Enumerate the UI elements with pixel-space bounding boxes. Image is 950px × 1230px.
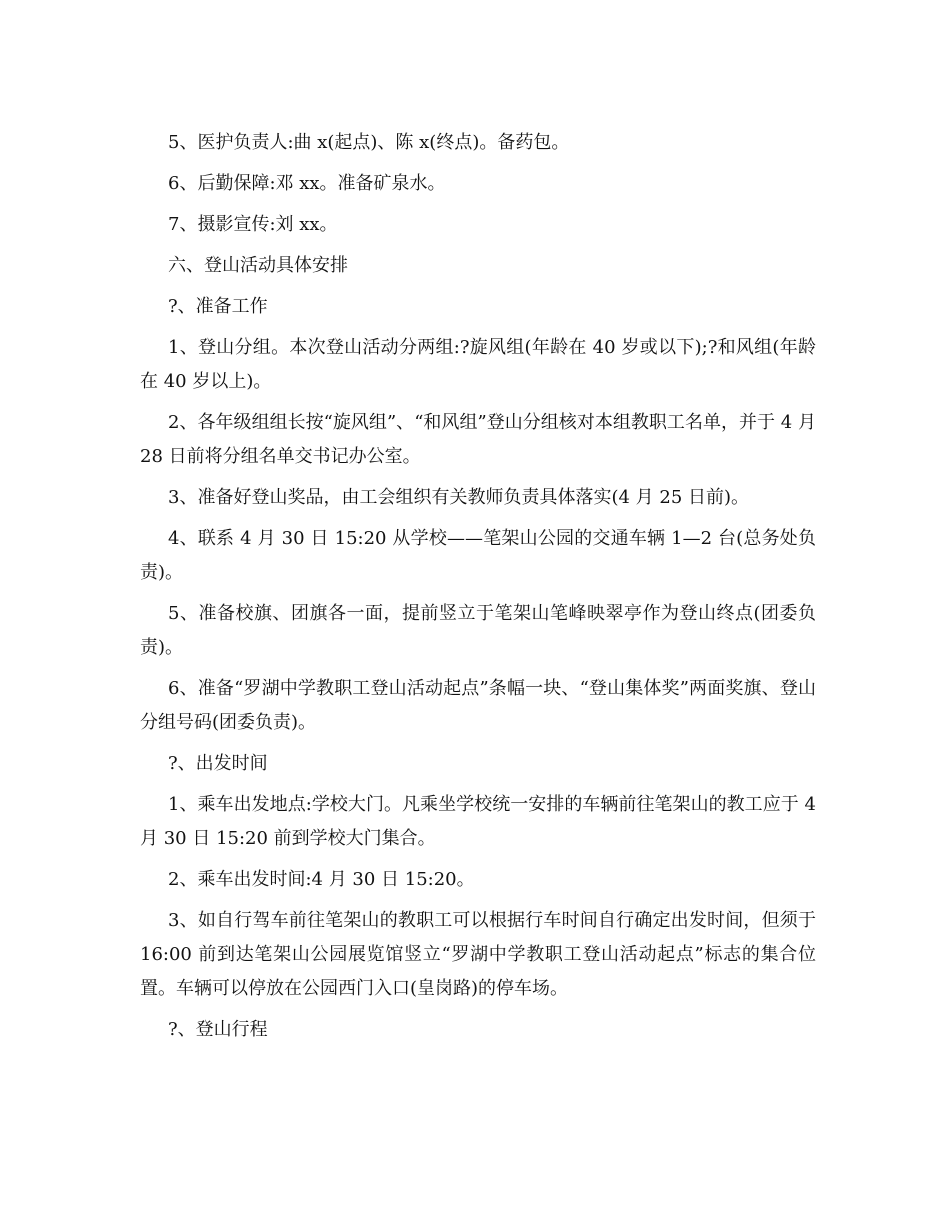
paragraph-flags: 5、准备校旗、团旗各一面，提前竖立于笔架山笔峰映翠亭作为登山终点(团委负责)。 [140,603,816,658]
paragraph-self-drive: 3、如自行驾车前往笔架山的教职工可以根据行车时间自行确定出发时间，但须于 16:00 前到达笔架山公园展览馆竖立“罗湖中学教职工登山活动起点”标志的集合位置。车辆可以停放在公园西门入口(皇岗路)的停车场。 [140,910,816,999]
paragraph-departure-place: 1、乘车出发地点:学校大门。凡乘坐学校统一安排的车辆前往笔架山的教工应于 4 月 30 日 15:20 前到学校大门集合。 [140,794,816,849]
paragraph-departure-time: 2、乘车出发时间:4 月 30 日 15:20。 [168,869,475,890]
paragraph-vehicles: 4、联系 4 月 30 日 15:20 从学校——笔架山公园的交通车辆 1—2 台(总务处负责)。 [140,528,816,583]
paragraph-logistics: 6、后勤保障:邓 xx。准备矿泉水。 [168,173,446,194]
subheading-itinerary: ?、登山行程 [168,1019,268,1040]
document-body [140,126,816,1054]
paragraph-prizes: 3、准备好登山奖品，由工会组织有关教师负责具体落实(4 月 25 日前)。 [168,487,750,508]
paragraph-group-list: 2、各年级组组长按“旋风组”、“和风组”登山分组核对本组教职工名单，并于 4 月 28 日前将分组名单交书记办公室。 [140,412,816,467]
subheading-departure: ?、出发时间 [168,753,268,774]
section-heading-arrangement: 六、登山活动具体安排 [168,255,348,276]
subheading-preparation: ?、准备工作 [168,296,268,317]
paragraph-banners: 6、准备“罗湖中学教职工登山活动起点”条幅一块、“登山集体奖”两面奖旗、登山分组号码(团委负责)。 [140,678,816,733]
paragraph-medical-lead: 5、医护负责人:曲 x(起点)、陈 x(终点)。备药包。 [168,132,570,153]
paragraph-photography: 7、摄影宣传:刘 xx。 [168,214,338,235]
paragraph-grouping: 1、登山分组。本次登山活动分两组:?旋风组(年龄在 40 岁或以下);?和风组(年龄在 40 岁以上)。 [140,337,816,392]
